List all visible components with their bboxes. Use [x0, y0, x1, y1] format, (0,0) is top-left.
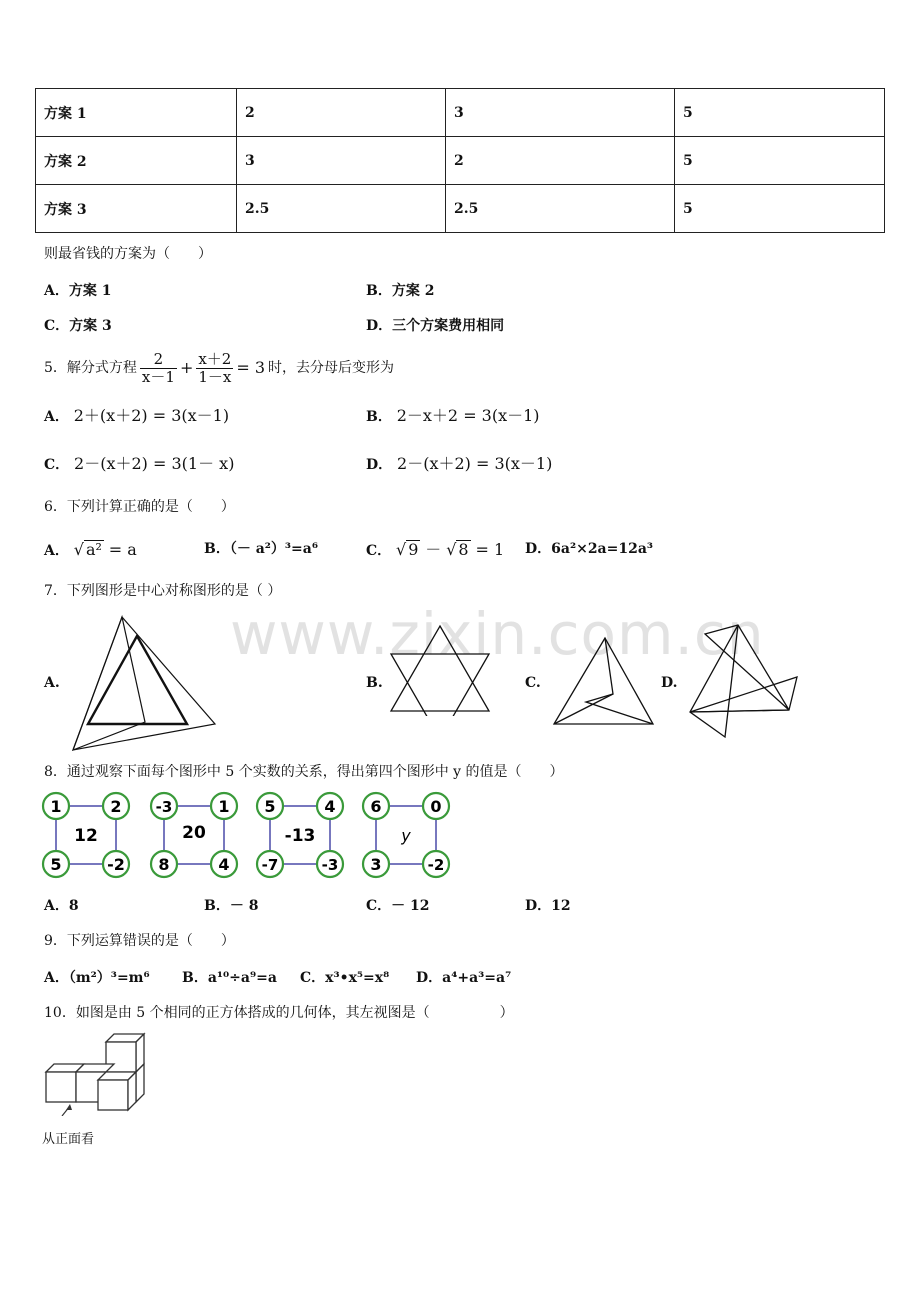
- corner-number: -3: [321, 856, 339, 874]
- table-cell: 方案 3: [36, 185, 237, 233]
- option-a: A．（m²）³=m⁶: [44, 970, 150, 986]
- radicand: 8: [458, 540, 469, 559]
- question-stem: 7．下列图形是中心对称图形的是（ ）: [44, 583, 282, 599]
- fraction-denominator: 1－x: [198, 367, 232, 386]
- corner-number: 1: [218, 797, 230, 816]
- option-b: B．方案 2: [366, 283, 435, 299]
- fraction: [196, 351, 233, 386]
- option-label: A．: [44, 543, 69, 559]
- table-row: [36, 89, 885, 137]
- center-number: 12: [74, 826, 98, 846]
- option-expression: 2－(x＋2) = 3(1－ x): [74, 454, 235, 473]
- question-stem: 6．下列计算正确的是（ ）: [44, 499, 235, 515]
- cube-stack-figure: [40, 1030, 160, 1116]
- option-expression: 2－(x＋2) = 3(x－1): [397, 454, 553, 473]
- corner-number: 5: [264, 797, 276, 816]
- figure-a-triangles: [70, 612, 220, 752]
- option-d: D．三个方案费用相同: [366, 318, 505, 334]
- table-cell: 2.5: [237, 185, 446, 233]
- option-label: C．: [44, 457, 70, 473]
- option-label: A．: [44, 409, 69, 425]
- plan-table: [35, 88, 885, 233]
- option-expression: = 1: [475, 540, 505, 559]
- table-cell: 2: [237, 89, 446, 137]
- option-c: C．x³•x⁵=x⁸: [300, 970, 390, 986]
- center-variable: y: [401, 826, 411, 845]
- option-a: A．方案 1: [44, 283, 112, 299]
- center-number: 20: [182, 823, 206, 843]
- question-stem: 10．如图是由 5 个相同的正方体搭成的几何体，其左视图是（ ）: [44, 1005, 514, 1021]
- watermark: www.zixin.com.cn: [230, 600, 765, 668]
- table-cell: 3: [446, 89, 675, 137]
- table-cell: 5: [675, 185, 885, 233]
- corner-number: 0: [430, 797, 442, 816]
- corner-number: 6: [370, 797, 382, 816]
- option-a: [44, 407, 229, 426]
- option-b: B．－ 8: [204, 898, 259, 914]
- table-row: [36, 185, 885, 233]
- option-c: C．－ 12: [366, 898, 430, 914]
- figures-svg: [40, 790, 460, 885]
- fraction-numerator: x＋2: [198, 349, 232, 368]
- option-c: C.: [525, 675, 541, 691]
- question-5: [44, 348, 394, 388]
- table-cell: 3: [237, 137, 446, 185]
- figure-1: [43, 793, 129, 877]
- corner-number: 4: [324, 797, 336, 816]
- figure-caption: 从正面看: [42, 1132, 95, 1147]
- option-c: [44, 455, 234, 474]
- option-b: B．a¹⁰÷a⁹=a: [182, 970, 277, 986]
- figure-b-hexagram: [388, 624, 496, 716]
- corner-number: 2: [110, 797, 122, 816]
- figure-c-triangle: [550, 634, 658, 728]
- radicand: 9: [408, 540, 419, 559]
- option-c: C．方案 3: [44, 318, 112, 334]
- plus-sign: +: [179, 358, 194, 377]
- corner-number: 4: [218, 855, 230, 874]
- fraction: [140, 351, 177, 386]
- figure-2: [151, 793, 237, 877]
- fraction-denominator: x－1: [141, 367, 175, 386]
- corner-number: -2: [427, 856, 445, 874]
- option-b: B.: [366, 675, 383, 691]
- question-stem: 5．解分式方程: [44, 360, 137, 376]
- option-d: [366, 455, 552, 474]
- option-label: B．: [366, 409, 392, 425]
- figure-d-triangles: [685, 622, 803, 742]
- option-expression: 2＋(x＋2) = 3(x－1): [73, 406, 230, 425]
- table-cell: 5: [675, 89, 885, 137]
- figure-4: [363, 793, 449, 877]
- question-stem: 8．通过观察下面每个图形中 5 个实数的关系，得出第四个图形中 y 的值是（ ）: [44, 764, 564, 780]
- table-cell: 方案 2: [36, 137, 237, 185]
- option-label: C．: [366, 543, 392, 559]
- question-stem: 则最省钱的方案为（ ）: [44, 246, 212, 262]
- corner-number: 1: [50, 797, 62, 816]
- corner-number: -3: [155, 798, 173, 816]
- corner-number: 5: [50, 855, 62, 874]
- corner-number: 3: [370, 855, 382, 874]
- option-d: D．6a²×2a=12a³: [525, 541, 654, 557]
- option-expression: = a: [108, 540, 137, 559]
- question-stem-suffix: 时，去分母后变形为: [268, 360, 395, 376]
- table-cell: 2: [446, 137, 675, 185]
- option-b: B．（－ a²）³=a⁶: [204, 541, 318, 557]
- option-d: D．a⁴+a³=a⁷: [416, 970, 512, 986]
- table-cell: 方案 1: [36, 89, 237, 137]
- figure-3: [257, 793, 343, 877]
- table-cell: 5: [675, 137, 885, 185]
- option-a: A．8: [44, 898, 79, 914]
- table-cell: 2.5: [446, 185, 675, 233]
- option-label: D．: [366, 457, 393, 473]
- option-a: A． √ a² = a: [44, 540, 137, 559]
- table-row: [36, 137, 885, 185]
- corner-number: 8: [158, 855, 170, 874]
- corner-number: -7: [261, 856, 279, 874]
- number-figures: [40, 790, 460, 889]
- corner-number: -2: [107, 855, 125, 874]
- fraction-numerator: 2: [140, 351, 177, 369]
- option-b: [366, 407, 540, 426]
- radicand: a²: [85, 540, 102, 559]
- option-expression: 2－x＋2 = 3(x－1): [396, 406, 540, 425]
- option-c: C． √ 9 － √ 8 = 1: [366, 540, 505, 559]
- center-number: -13: [284, 826, 316, 846]
- question-stem: 9．下列运算错误的是（ ）: [44, 933, 235, 949]
- option-d: D．12: [525, 898, 571, 914]
- option-a: A.: [44, 675, 60, 691]
- option-d: D.: [661, 675, 678, 691]
- minus-sign: －: [425, 540, 442, 559]
- equals-value: = 3: [236, 358, 266, 377]
